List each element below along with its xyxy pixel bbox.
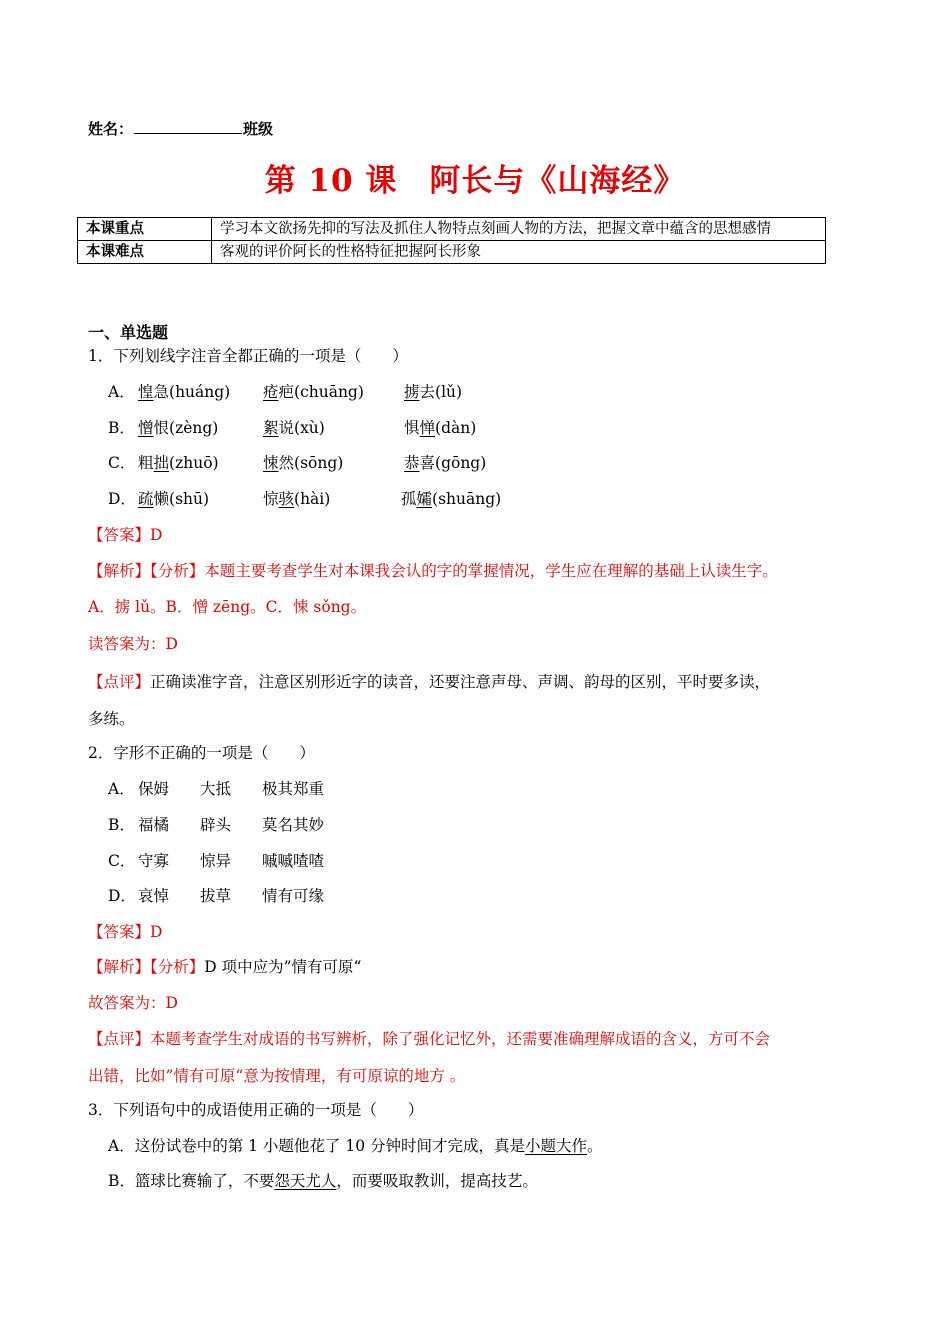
q2-comment-cont: 出错，比如”情有可原“意为按情理，有可原谅的地方 。 <box>88 1067 466 1085</box>
option-label: D． <box>108 887 136 905</box>
q1-option-a[interactable] <box>108 380 463 402</box>
q1-option-b[interactable] <box>108 416 477 438</box>
option-word-2: 大抵 <box>200 780 232 798</box>
option-word-1: 憎恨(zèng) <box>138 419 219 437</box>
row-key: 本课重点 <box>78 218 212 241</box>
q2-comment <box>88 1027 770 1049</box>
q2-stem: 2．字形不正确的一项是（ ） <box>88 744 315 762</box>
q2-option-c[interactable] <box>108 849 325 871</box>
option-label: A． <box>108 383 135 401</box>
q1-answer: 【答案】D <box>88 526 163 544</box>
q1-comment-cont: 多练。 <box>88 710 135 728</box>
q3-stem: 3．下列语句中的成语使用正确的一项是（ ） <box>88 1101 424 1119</box>
q1-stem: 1．下列划线字注音全都正确的一项是（ ） <box>88 347 408 365</box>
option-label: D． <box>108 490 136 508</box>
option-word-1: 惶急(huáng) <box>138 383 231 401</box>
comment-tag: 【点评】 <box>88 1030 151 1048</box>
row-value: 学习本文欲扬先抑的写法及抓住人物特点刻画人物的方法，把握文章中蕴含的思想感情 <box>212 218 826 241</box>
option-word-1: 疏懒(shū) <box>138 490 210 508</box>
analysis-tag: 【解析】【分析】 <box>88 562 205 580</box>
analysis-text: 本题主要考查学生对本课我会认的字的掌握情况，学生应在理解的基础上认读生字。 <box>204 562 778 580</box>
comment-text: 正确读准字音，注意区别形近字的读音，还要注意声母、声调、韵母的区别，平时要多读， <box>150 673 771 691</box>
option-word-1: 保姆 <box>138 780 170 798</box>
name-blank[interactable] <box>134 119 242 134</box>
option-word-3: 极其郑重 <box>262 780 325 798</box>
q2-conclusion: 故答案为：D <box>88 994 178 1012</box>
option-word-2: 絮说(xù) <box>263 419 325 437</box>
table-row <box>78 218 826 241</box>
q2-analysis <box>88 955 361 977</box>
option-word-2: 惊骇(hài) <box>263 490 331 508</box>
q1-analysis <box>88 559 778 581</box>
option-word-3: 情有可缘 <box>262 887 325 905</box>
table-row <box>78 241 826 264</box>
q1-option-c[interactable] <box>108 451 487 473</box>
option-label: A． <box>108 780 135 798</box>
underlined-idiom: 怨天尤人 <box>274 1172 337 1190</box>
option-word-1: 哀悼 <box>138 887 170 905</box>
option-word-3: 掳去(lǔ) <box>404 383 463 401</box>
option-label: C． <box>108 454 136 472</box>
q1-conclusion: 读答案为：D <box>88 635 178 653</box>
option-word-3: 惧惮(dàn) <box>404 419 477 437</box>
option-word-3: 莫名其妙 <box>262 816 325 834</box>
option-word-2: 疮疤(chuāng) <box>263 383 364 401</box>
name-class-line <box>88 118 273 139</box>
q3-option-a[interactable]: A．这份试卷中的第 1 小题他花了 10 分钟时间才完成，真是小题大作。 <box>108 1137 603 1155</box>
lesson-title: 第 10 课 阿长与《山海经》 <box>264 163 686 199</box>
comment-tag: 【点评】 <box>88 673 151 691</box>
underlined-idiom: 小题大作 <box>525 1137 588 1155</box>
option-label: B． <box>108 419 135 437</box>
option-word-1: 粗拙(zhuō) <box>138 454 219 472</box>
q1-analysis-detail: A．掳 lǔ。B．憎 zēng。C．悚 sǒng。 <box>88 598 367 616</box>
option-word-2: 拔草 <box>200 887 232 905</box>
analysis-text: D 项中应为”情有可原“ <box>204 958 362 976</box>
option-word-1: 福橘 <box>138 816 170 834</box>
q2-option-a[interactable] <box>108 777 325 799</box>
option-word-3: 嘁嘁喳喳 <box>262 852 325 870</box>
section-heading: 一、单选题 <box>88 323 169 342</box>
q1-option-d[interactable] <box>108 487 502 509</box>
q2-option-b[interactable] <box>108 813 325 835</box>
q3-option-b[interactable]: B．篮球比赛输了，不要怨天尤人，而要吸取教训，提高技艺。 <box>108 1172 538 1190</box>
class-label: 班级 <box>243 120 274 138</box>
option-word-1: 守寡 <box>138 852 170 870</box>
option-word-3: 恭喜(gōng) <box>404 454 487 472</box>
option-label: C． <box>108 852 136 870</box>
q2-answer: 【答案】D <box>88 923 163 941</box>
option-word-3: 孤孀(shuāng) <box>401 490 502 508</box>
q1-comment <box>88 670 770 692</box>
q2-option-d[interactable] <box>108 884 325 906</box>
name-label: 姓名： <box>88 120 134 138</box>
comment-text: 本题考查学生对成语的书写辨析，除了强化记忆外，还需要准确理解成语的含义，方可不会 <box>150 1030 771 1048</box>
row-key: 本课难点 <box>78 241 212 264</box>
option-word-2: 惊异 <box>200 852 232 870</box>
option-word-2: 辟头 <box>200 816 232 834</box>
option-label: B． <box>108 816 135 834</box>
analysis-tag: 【解析】【分析】 <box>88 958 205 976</box>
row-value: 客观的评价阿长的性格特征把握阿长形象 <box>212 241 826 264</box>
focus-table <box>77 217 826 264</box>
option-word-2: 悚然(sōng) <box>263 454 344 472</box>
